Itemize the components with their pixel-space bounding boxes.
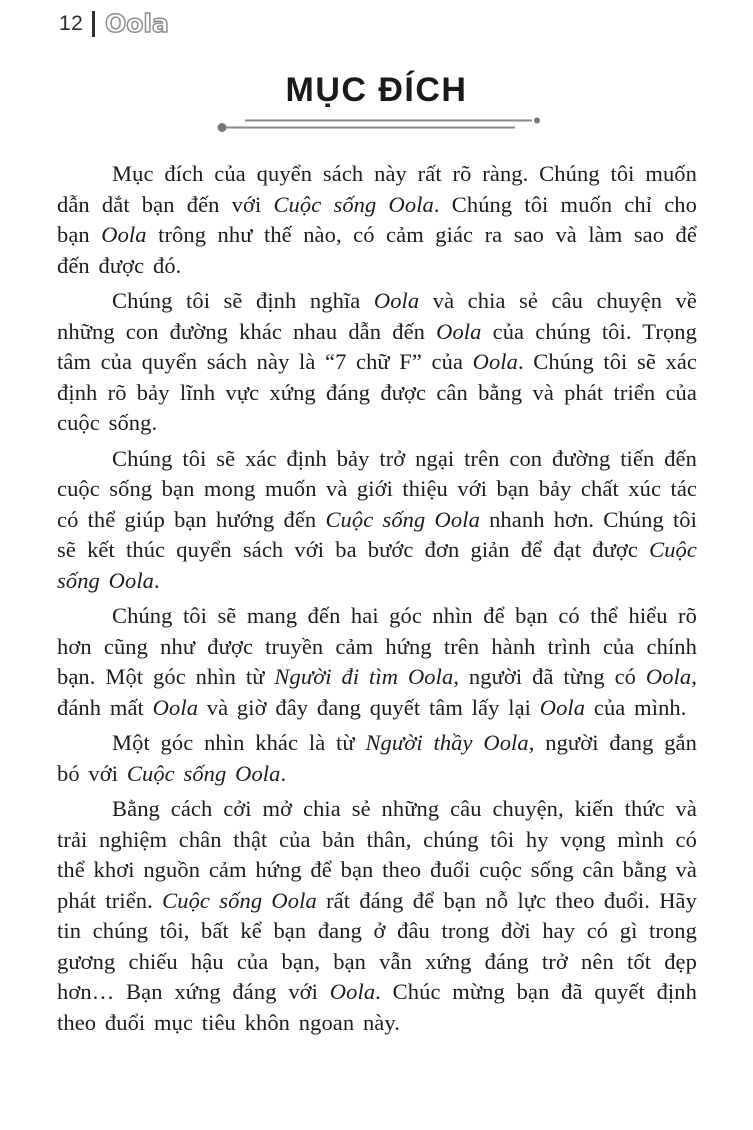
italic-text-run: Oola	[152, 694, 199, 720]
italic-text-run: Oola	[329, 979, 376, 1004]
italic-text-run: Cuộc sống Oola	[162, 887, 317, 913]
italic-text-run: Cuộc sống Oola	[126, 760, 281, 786]
paragraph	[57, 444, 697, 597]
paragraph	[57, 601, 697, 723]
italic-text-run: Oola	[472, 349, 519, 374]
text-run: . Chúc mừng bạn đã quyết định theo đuổi mục tiêu khôn ngoan này.	[57, 979, 697, 1035]
header-divider-bar	[92, 11, 95, 37]
text-run: Chúng tôi sẽ mang đến hai góc nhìn để bạn có thể hiểu rõ hơn cũng như được truyền cảm hứng trên hành trình của chính bạn. Một góc nhìn từ	[57, 603, 697, 689]
paragraph	[57, 794, 697, 1038]
italic-text-run: Người đi tìm Oola	[274, 664, 454, 689]
text-run: và giờ đây đang quyết tâm lấy lại	[198, 694, 540, 720]
page-header	[59, 9, 176, 39]
italic-text-run: Cuộc sống Oola	[57, 537, 697, 593]
italic-text-run: Oola	[436, 318, 482, 344]
chapter-title: MỤC ĐÍCH	[285, 71, 468, 109]
italic-text-run: Oola	[645, 664, 692, 689]
text-run: Chúng tôi sẽ định nghĩa	[112, 288, 374, 313]
text-run: rất đáng để bạn nỗ lực theo đuổi. Hãy tin chúng tôi, bất kể bạn đang ở đâu trong đời hay có gì trong gương chiếu hậu của bạn, bạn vẫn xứng đáng trở nên tốt đẹp hơn… Bạn xứng đáng với	[57, 887, 697, 1004]
page-number: 12	[59, 12, 84, 35]
italic-text-run: Oola	[373, 288, 420, 313]
text-run: của chúng tôi. Trọng tâm của quyển sách này là “7 chữ F” của	[57, 318, 697, 374]
italic-text-run: Oola	[539, 694, 586, 720]
text-run: , người đã từng có	[453, 664, 646, 689]
text-run: Một góc nhìn khác là từ	[112, 730, 366, 755]
text-run: nhanh hơn. Chúng tôi sẽ kết thúc quyển sách với ba bước đơn giản để đạt được	[57, 506, 697, 562]
text-run: . Chúng tôi sẽ xác định rõ bảy lĩnh vực xứng đáng được cân bằng và phát triển của cuộc sống.	[57, 349, 697, 435]
oola-logo	[104, 9, 176, 39]
italic-text-run: Oola	[101, 222, 147, 247]
oola-logo-text: Oola	[104, 9, 169, 38]
divider-top-right-dot	[534, 118, 540, 124]
title-divider	[187, 113, 567, 135]
text-run: Mục đích của quyển sách này rất rõ ràng. Chúng tôi muốn dẫn dắt bạn đến với	[57, 161, 697, 217]
paragraph	[57, 286, 697, 439]
text-run: Bằng cách cởi mở chia sẻ những câu chuyện, kiến thức và trải nghiệm chân thật của bản thân, chúng tôi hy vọng mình có thể khơi nguồn cảm hứng để bạn theo đuổi cuộc sống cân bằng và phát triển.	[57, 796, 697, 913]
paragraph	[57, 159, 697, 281]
divider-bottom-left-dot	[217, 123, 226, 132]
text-run: của mình.	[585, 694, 687, 720]
text-run: trông như thế nào, có cảm giác ra sao và làm sao để đến được đó.	[57, 222, 697, 278]
italic-text-run: Người thầy Oola	[365, 730, 529, 755]
text-run: , người đang gắn bó với	[57, 730, 697, 786]
italic-text-run: Cuộc sống Oola	[273, 191, 434, 217]
body-text	[57, 159, 697, 1043]
italic-text-run: Cuộc sống Oola	[325, 506, 480, 532]
text-run: , đánh mất	[57, 664, 698, 720]
text-run: Chúng tôi sẽ xác định bảy trở ngại trên con đường tiến đến cuộc sống bạn mong muốn và giới thiệu với bạn bảy chất xúc tác có thể giúp bạn hướng đến	[57, 445, 697, 532]
paragraph	[57, 728, 697, 789]
text-run: .	[154, 567, 160, 593]
text-run: .	[280, 760, 287, 786]
text-run: và chia sẻ câu chuyện về những con đường khác nhau dẫn đến	[57, 288, 697, 344]
text-run: . Chúng tôi muốn chỉ cho bạn	[57, 191, 697, 247]
